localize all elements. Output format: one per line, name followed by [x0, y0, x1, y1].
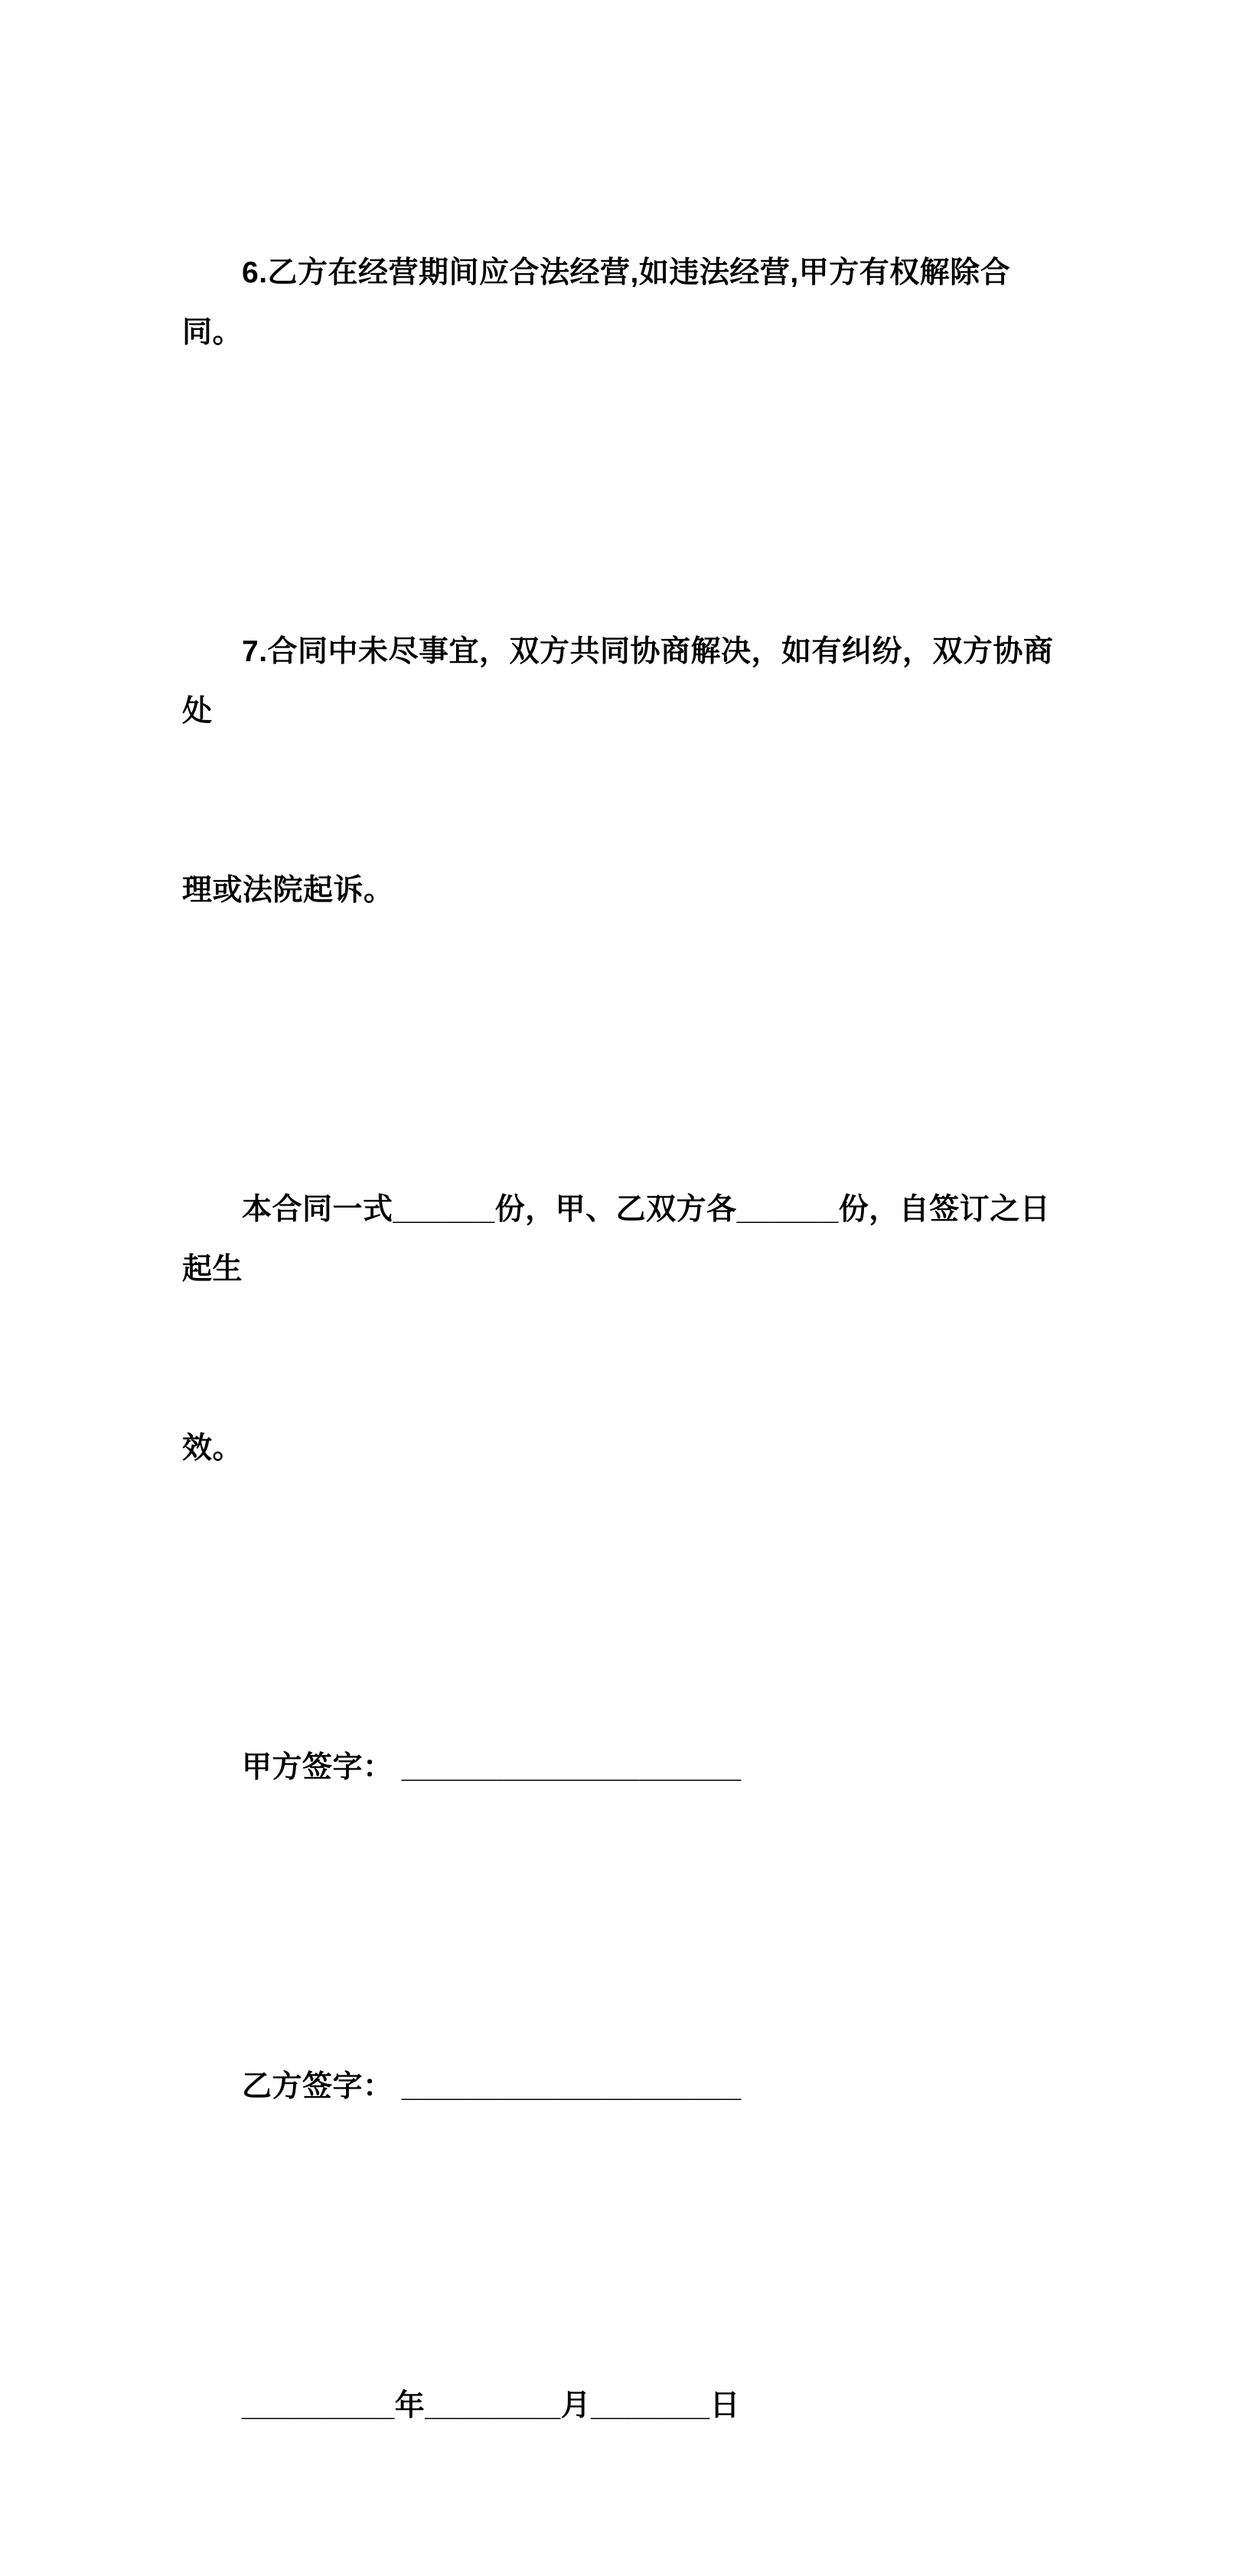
date-line — [182, 2257, 1070, 2555]
party-b-signature-text: 乙方签字： ____________________ — [242, 2070, 742, 2103]
document-content — [182, 124, 1070, 2576]
date-line-text: _________年________月_______日 — [242, 2389, 741, 2422]
party-a-signature-text: 甲方签字： ____________________ — [242, 1751, 742, 1784]
party-a-signature-line — [182, 1619, 1070, 1917]
clause-6-text: 6.乙方在经营期间应合法经营,如违法经营,甲方有权解除合同。 — [182, 256, 1011, 349]
party-b-signature-line — [182, 1938, 1070, 2236]
contract-clause-7 — [182, 503, 1070, 1040]
copies-clause — [182, 1061, 1070, 1598]
clause-7-text-line-2: 理或法院起诉。 — [182, 874, 394, 907]
copies-clause-text-line-2: 效。 — [182, 1432, 243, 1465]
contract-clause-6 — [182, 124, 1070, 482]
copies-clause-text-line-1: 本合同一式______份，甲、乙双方各______份，自签订之日起生 — [182, 1193, 1051, 1286]
clause-7-text-line-1: 7.合同中未尽事宜，双方共同协商解决，如有纠纷，双方协商处 — [182, 635, 1054, 728]
